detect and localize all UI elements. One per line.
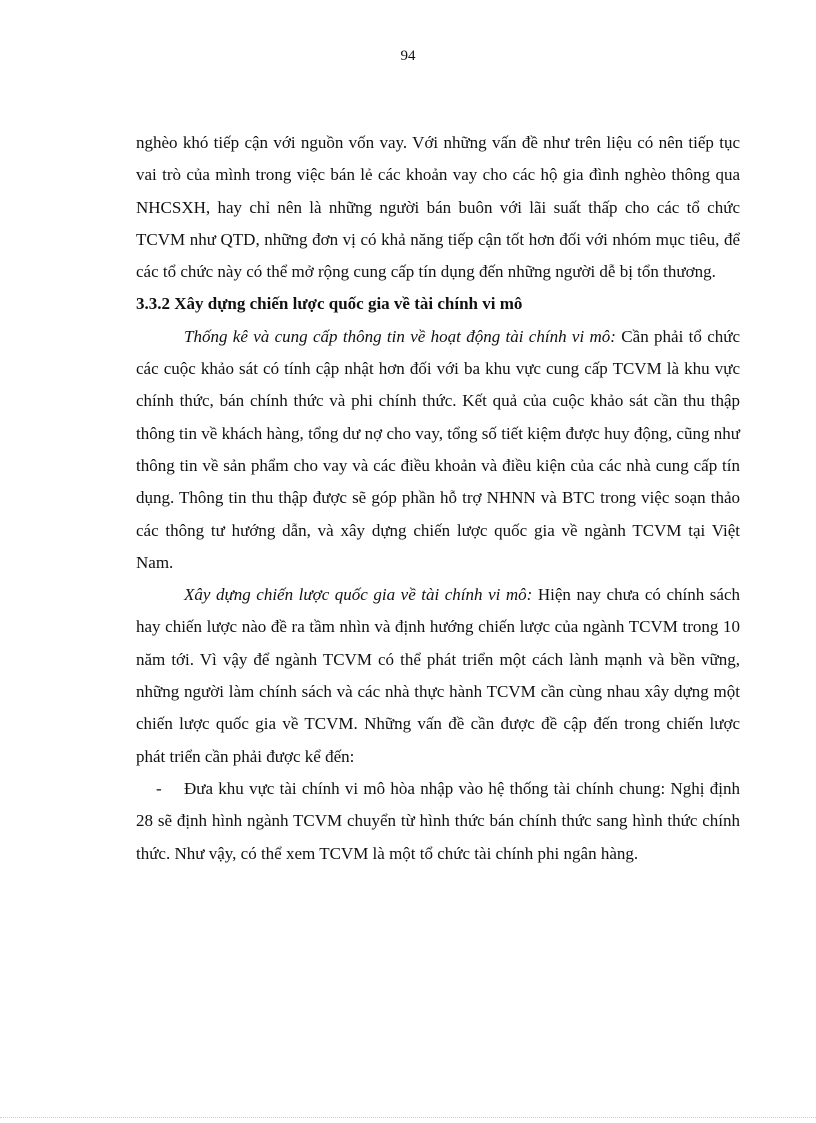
section-heading: 3.3.2 Xây dựng chiến lược quốc gia về tài chính vi mô [136, 294, 523, 314]
page-bottom-divider [0, 1117, 816, 1118]
page-number: 94 [400, 48, 416, 64]
paragraph-strategy [136, 579, 740, 773]
list-item [136, 773, 740, 870]
bullet-dash: - [156, 778, 162, 798]
list-item-text: Đưa khu vực tài chính vi mô hòa nhập vào hệ thống tài chính chung: Nghị định 28 sẽ định hình ngành TCVM chuyển từ hình thức bán chính thức sang hình thức chính thức. Như vậy, có thể xem TCVM là một tổ chức tài chính phi ngân hàng. [136, 778, 740, 863]
paragraph-statistics [136, 321, 740, 579]
paragraph-text: Hiện nay chưa có chính sách hay chiến lược nào đề ra tầm nhìn và định hướng chiến lược của ngành TCVM trong 10 năm tới. Vì vậy để ngành TCVM có thể phát triển một cách lành mạnh và bền vững, những người làm chính sách và các nhà thực hành TCVM cần cùng nhau xây dựng một chiến lược quốc gia về TCVM. Những vấn đề cần được đề cập đến trong chiến lược phát triển cần phải được kể đến: [136, 585, 740, 766]
paragraph-text: Cần phải tổ chức các cuộc khảo sát có tính cập nhật hơn đối với ba khu vực cung cấp TCVM là khu vực chính thức, bán chính thức và phi chính thức. Kết quả của cuộc khảo sát cần thu thập thông tin về khách hàng, tổng dư nợ cho vay, tổng số tiết kiệm được huy động, cũng như thông tin về sản phẩm cho vay và các điều khoản và điều kiện của các nhà cung cấp tín dụng. Thông tin thu thập được sẽ góp phần hỗ trợ NHNN và BTC trong việc soạn thảo các thông tư hướng dẫn, và xây dựng chiến lược quốc gia về ngành TCVM tại Việt Nam. [136, 326, 740, 572]
paragraph-lead-italic: Xây dựng chiến lược quốc gia về tài chính vi mô: [184, 585, 533, 605]
paragraph-lead-italic: Thống kê và cung cấp thông tin về hoạt động tài chính vi mô: [184, 326, 616, 346]
document-body [136, 127, 740, 870]
paragraph-continuation: nghèo khó tiếp cận với nguồn vốn vay. Với những vấn đề như trên liệu có nên tiếp tục vai trò của mình trong việc bán lẻ các khoản vay cho các hộ gia đình nghèo thông qua NHCSXH, hay chỉ nên là những người bán buôn với lãi suất thấp cho các tổ chức TCVM như QTD, những đơn vị có khả năng tiếp cận tốt hơn đối với nhóm mục tiêu, để các tổ chức này có thể mở rộng cung cấp tín dụng đến những người dễ bị tổn thương. [136, 133, 740, 282]
